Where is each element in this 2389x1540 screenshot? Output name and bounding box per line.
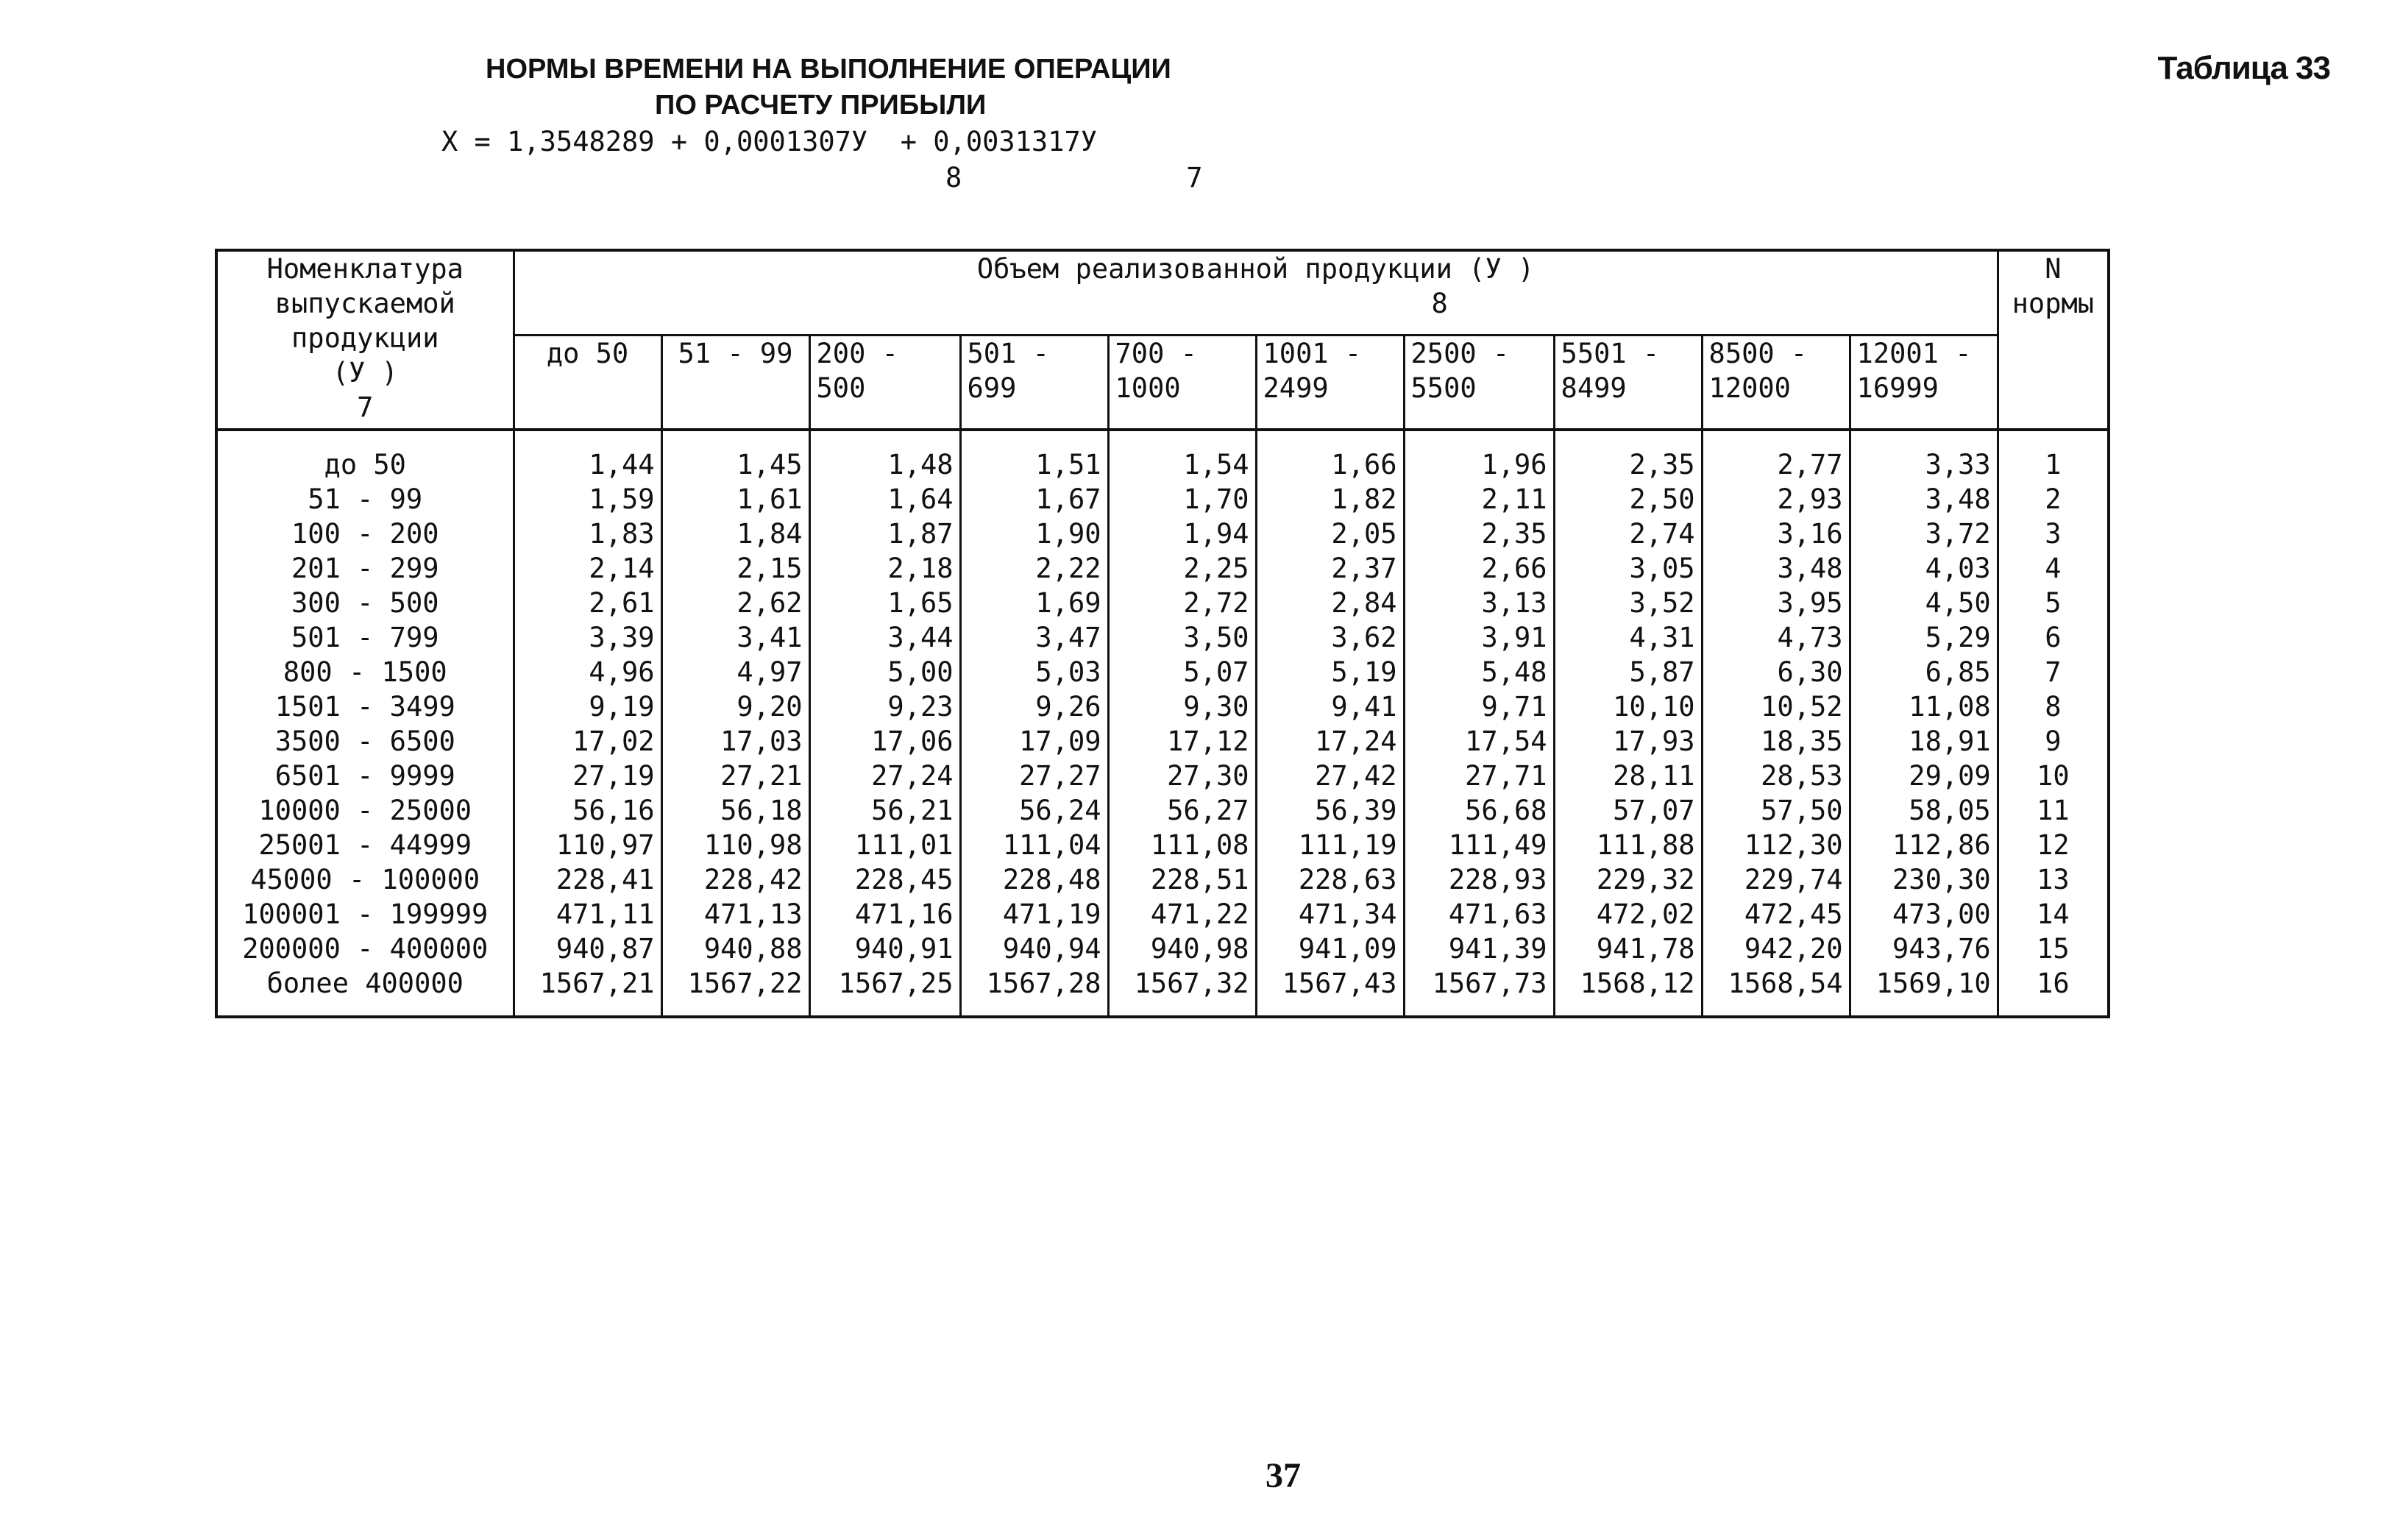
table-cell: 471,63 — [1404, 897, 1554, 932]
range-header-from: 5501 - — [1561, 338, 1660, 369]
table-cell: 9,41 — [1256, 689, 1404, 724]
table-cell: 228,51 — [1108, 862, 1256, 897]
table-cell: 56,21 — [809, 793, 960, 828]
table-cell: 9,19 — [514, 689, 661, 724]
table-cell: 110,97 — [514, 828, 661, 862]
table-cell: 1,44 — [514, 430, 661, 482]
row-label: до 50 — [216, 430, 514, 482]
norm-number: 1 — [1998, 430, 2109, 482]
table-cell: 28,11 — [1554, 759, 1702, 793]
table-cell: 111,08 — [1108, 828, 1256, 862]
table-cell: 56,27 — [1108, 793, 1256, 828]
table-cell: 3,48 — [1702, 551, 1850, 586]
table-cell: 228,42 — [661, 862, 809, 897]
table-cell: 4,73 — [1702, 620, 1850, 655]
table-cell: 1,48 — [809, 430, 960, 482]
table-cell: 229,74 — [1702, 862, 1850, 897]
table-cell: 2,11 — [1404, 482, 1554, 517]
table-cell: 10,52 — [1702, 689, 1850, 724]
table-cell: 1,61 — [661, 482, 809, 517]
table-cell: 230,30 — [1850, 862, 1998, 897]
table-cell: 228,45 — [809, 862, 960, 897]
table-cell: 2,35 — [1554, 430, 1702, 482]
table-cell: 9,23 — [809, 689, 960, 724]
table-cell: 2,18 — [809, 551, 960, 586]
table-cell: 1,51 — [960, 430, 1108, 482]
table-cell: 941,09 — [1256, 932, 1404, 966]
table-cell: 3,39 — [514, 620, 661, 655]
table-cell: 56,68 — [1404, 793, 1554, 828]
row-label: 10000 - 25000 — [216, 793, 514, 828]
table-row — [216, 620, 2109, 655]
table-row — [216, 689, 2109, 724]
table-cell: 3,50 — [1108, 620, 1256, 655]
table-cell: 2,14 — [514, 551, 661, 586]
nomenclature-header — [216, 250, 514, 430]
table-cell: 2,61 — [514, 586, 661, 620]
row-label: 800 - 1500 — [216, 655, 514, 689]
norm-number-header — [1998, 250, 2109, 430]
table-cell: 4,97 — [661, 655, 809, 689]
range-header-from: 200 - — [816, 338, 898, 369]
table-cell: 28,53 — [1702, 759, 1850, 793]
table-cell: 1,70 — [1108, 482, 1256, 517]
table-cell: 56,16 — [514, 793, 661, 828]
table-cell: 2,50 — [1554, 482, 1702, 517]
document-heading — [412, 52, 1280, 196]
table-row — [216, 586, 2109, 620]
table-cell: 1567,73 — [1404, 966, 1554, 1017]
table-cell: 1,54 — [1108, 430, 1256, 482]
table-cell: 1567,25 — [809, 966, 960, 1017]
table-cell: 943,76 — [1850, 932, 1998, 966]
table-cell: 57,50 — [1702, 793, 1850, 828]
table-cell: 27,30 — [1108, 759, 1256, 793]
table-cell: 2,05 — [1256, 517, 1404, 551]
range-header-from: 700 - — [1115, 338, 1197, 369]
table-cell: 29,09 — [1850, 759, 1998, 793]
table-cell: 1567,28 — [960, 966, 1108, 1017]
table-cell: 1,82 — [1256, 482, 1404, 517]
range-header — [1256, 336, 1404, 430]
table-cell: 3,05 — [1554, 551, 1702, 586]
table-cell: 5,00 — [809, 655, 960, 689]
table-cell: 1568,12 — [1554, 966, 1702, 1017]
table-cell: 27,21 — [661, 759, 809, 793]
norm-number: 5 — [1998, 586, 2109, 620]
table-cell: 17,06 — [809, 724, 960, 759]
table-cell: 3,72 — [1850, 517, 1998, 551]
range-header-to: 2499 — [1263, 372, 1329, 404]
table-cell: 1,83 — [514, 517, 661, 551]
norm-number: 6 — [1998, 620, 2109, 655]
table-row — [216, 759, 2109, 793]
table-cell: 5,29 — [1850, 620, 1998, 655]
row-label: более 400000 — [216, 966, 514, 1017]
row-label: 51 - 99 — [216, 482, 514, 517]
range-header-from: 12001 - — [1856, 338, 1972, 369]
table-cell: 3,44 — [809, 620, 960, 655]
table-cell: 18,35 — [1702, 724, 1850, 759]
table-cell: 111,88 — [1554, 828, 1702, 862]
norm-number: 11 — [1998, 793, 2109, 828]
norm-number: 14 — [1998, 897, 2109, 932]
table-cell: 3,47 — [960, 620, 1108, 655]
table-row — [216, 793, 2109, 828]
norm-number: 13 — [1998, 862, 2109, 897]
norm-number: 4 — [1998, 551, 2109, 586]
table-cell: 942,20 — [1702, 932, 1850, 966]
volume-header-subscript: 8 — [1431, 288, 1448, 319]
table-cell: 18,91 — [1850, 724, 1998, 759]
table-cell: 111,01 — [809, 828, 960, 862]
table-cell: 1567,21 — [514, 966, 661, 1017]
table-cell: 3,33 — [1850, 430, 1998, 482]
table-label: Таблица 33 — [2157, 50, 2330, 86]
table-cell: 471,13 — [661, 897, 809, 932]
table-row — [216, 430, 2109, 482]
range-header-to: 12000 — [1708, 372, 1791, 404]
table-cell: 228,93 — [1404, 862, 1554, 897]
range-header-from: 1001 - — [1263, 338, 1362, 369]
table-cell: 940,88 — [661, 932, 809, 966]
table-cell: 2,93 — [1702, 482, 1850, 517]
table-cell: 2,22 — [960, 551, 1108, 586]
table-cell: 27,71 — [1404, 759, 1554, 793]
range-header — [1108, 336, 1256, 430]
table-cell: 940,94 — [960, 932, 1108, 966]
table-cell: 17,93 — [1554, 724, 1702, 759]
table-cell: 56,24 — [960, 793, 1108, 828]
table-cell: 1,84 — [661, 517, 809, 551]
table-cell: 3,48 — [1850, 482, 1998, 517]
norm-number: 3 — [1998, 517, 2109, 551]
table-cell: 471,11 — [514, 897, 661, 932]
table-row — [216, 828, 2109, 862]
norm-number: 7 — [1998, 655, 2109, 689]
formula-subscripts — [412, 160, 1280, 196]
table-cell: 1,45 — [661, 430, 809, 482]
table-cell: 27,19 — [514, 759, 661, 793]
table-cell: 1,90 — [960, 517, 1108, 551]
range-header — [1850, 336, 1998, 430]
table-cell: 111,49 — [1404, 828, 1554, 862]
table-cell: 1567,22 — [661, 966, 809, 1017]
norm-number: 15 — [1998, 932, 2109, 966]
table-cell: 228,63 — [1256, 862, 1404, 897]
norm-number-header-line: N — [2045, 253, 2062, 285]
row-label: 45000 - 100000 — [216, 862, 514, 897]
row-label: 6501 - 9999 — [216, 759, 514, 793]
table-cell: 941,78 — [1554, 932, 1702, 966]
table-cell: 3,13 — [1404, 586, 1554, 620]
table-cell: 27,42 — [1256, 759, 1404, 793]
range-header — [661, 336, 809, 430]
table-cell: 1,96 — [1404, 430, 1554, 482]
table-cell: 471,19 — [960, 897, 1108, 932]
header-row-top — [216, 250, 2109, 336]
table-cell: 940,91 — [809, 932, 960, 966]
table-cell: 3,62 — [1256, 620, 1404, 655]
nomenclature-header-line: Номенклатура — [266, 253, 464, 285]
norm-number-header-line: нормы — [2012, 288, 2095, 319]
table-cell: 1,87 — [809, 517, 960, 551]
table-cell: 4,96 — [514, 655, 661, 689]
table-cell: 473,00 — [1850, 897, 1998, 932]
range-header — [1702, 336, 1850, 430]
range-header — [809, 336, 960, 430]
table-cell: 11,08 — [1850, 689, 1998, 724]
table-cell: 2,77 — [1702, 430, 1850, 482]
table-cell: 1,65 — [809, 586, 960, 620]
table-cell: 3,41 — [661, 620, 809, 655]
table-cell: 9,71 — [1404, 689, 1554, 724]
table-cell: 17,02 — [514, 724, 661, 759]
table-cell: 471,22 — [1108, 897, 1256, 932]
row-label: 300 - 500 — [216, 586, 514, 620]
table-cell: 2,72 — [1108, 586, 1256, 620]
heading-line-1: НОРМЫ ВРЕМЕНИ НА ВЫПОЛНЕНИЕ ОПЕРАЦИИ — [486, 54, 1171, 85]
table-row — [216, 724, 2109, 759]
range-header-to: 500 — [816, 372, 866, 404]
table-cell: 1568,54 — [1702, 966, 1850, 1017]
table-cell: 4,31 — [1554, 620, 1702, 655]
range-header-to: 16999 — [1856, 372, 1939, 404]
row-label: 201 - 299 — [216, 551, 514, 586]
table-cell: 57,07 — [1554, 793, 1702, 828]
table-row — [216, 897, 2109, 932]
table-cell: 1567,43 — [1256, 966, 1404, 1017]
table-cell: 2,66 — [1404, 551, 1554, 586]
table-cell: 111,04 — [960, 828, 1108, 862]
table-cell: 472,45 — [1702, 897, 1850, 932]
table-cell: 6,30 — [1702, 655, 1850, 689]
table-cell: 17,12 — [1108, 724, 1256, 759]
table-cell: 5,87 — [1554, 655, 1702, 689]
table-cell: 56,39 — [1256, 793, 1404, 828]
table-cell: 1567,32 — [1108, 966, 1256, 1017]
table-cell: 2,74 — [1554, 517, 1702, 551]
table-cell: 9,20 — [661, 689, 809, 724]
norm-number: 16 — [1998, 966, 2109, 1017]
table-cell: 3,95 — [1702, 586, 1850, 620]
table-cell: 9,30 — [1108, 689, 1256, 724]
table-cell: 2,84 — [1256, 586, 1404, 620]
table-cell: 5,03 — [960, 655, 1108, 689]
table-row — [216, 655, 2109, 689]
range-header — [1404, 336, 1554, 430]
range-header — [1554, 336, 1702, 430]
formula: X = 1,3548289 + 0,0001307У + 0,0031317У — [441, 126, 1098, 157]
table-cell: 17,54 — [1404, 724, 1554, 759]
heading-line-2: ПО РАСЧЕТУ ПРИБЫЛИ — [655, 90, 987, 121]
table-cell: 471,16 — [809, 897, 960, 932]
table-cell: 17,09 — [960, 724, 1108, 759]
table-cell: 112,86 — [1850, 828, 1998, 862]
range-header — [514, 336, 661, 430]
range-header-from: до 50 — [546, 338, 629, 369]
formula-subscript-8: 8 — [945, 162, 962, 194]
table-cell: 4,50 — [1850, 586, 1998, 620]
table-cell: 2,25 — [1108, 551, 1256, 586]
formula-subscript-7: 7 — [1186, 162, 1203, 194]
norm-number: 9 — [1998, 724, 2109, 759]
table-body — [216, 430, 2109, 1017]
table-row — [216, 966, 2109, 1017]
table-cell: 471,34 — [1256, 897, 1404, 932]
table-cell: 5,07 — [1108, 655, 1256, 689]
table-cell: 1569,10 — [1850, 966, 1998, 1017]
table-cell: 58,05 — [1850, 793, 1998, 828]
table-cell: 229,32 — [1554, 862, 1702, 897]
range-header-to: 1000 — [1115, 372, 1181, 404]
table-cell: 56,18 — [661, 793, 809, 828]
table-cell: 5,19 — [1256, 655, 1404, 689]
range-header-to: 699 — [967, 372, 1017, 404]
table-row — [216, 551, 2109, 586]
table-cell: 228,48 — [960, 862, 1108, 897]
table-cell: 5,48 — [1404, 655, 1554, 689]
page-number: 37 — [1266, 1456, 1301, 1495]
range-header-to: 8499 — [1561, 372, 1627, 404]
row-label: 1501 - 3499 — [216, 689, 514, 724]
table-cell: 3,91 — [1404, 620, 1554, 655]
table-row — [216, 862, 2109, 897]
norm-number: 8 — [1998, 689, 2109, 724]
range-header-from: 2500 - — [1410, 338, 1510, 369]
table-cell: 2,35 — [1404, 517, 1554, 551]
table-cell: 27,24 — [809, 759, 960, 793]
range-header-to: 5500 — [1410, 372, 1477, 404]
table-cell: 1,69 — [960, 586, 1108, 620]
table-cell: 27,27 — [960, 759, 1108, 793]
table-cell: 2,37 — [1256, 551, 1404, 586]
norm-number: 12 — [1998, 828, 2109, 862]
row-label: 100001 - 199999 — [216, 897, 514, 932]
range-header-from: 501 - — [967, 338, 1049, 369]
table-cell: 17,24 — [1256, 724, 1404, 759]
table-cell: 4,03 — [1850, 551, 1998, 586]
range-header-from: 51 - 99 — [678, 338, 793, 369]
table-cell: 2,15 — [661, 551, 809, 586]
table-cell: 111,19 — [1256, 828, 1404, 862]
volume-header-line: Объем реализованной продукции (У ) — [976, 253, 1535, 285]
table-cell: 1,64 — [809, 482, 960, 517]
table-cell: 940,87 — [514, 932, 661, 966]
row-label: 25001 - 44999 — [216, 828, 514, 862]
nomenclature-header-line: выпускаемой — [274, 288, 455, 319]
table-cell: 941,39 — [1404, 932, 1554, 966]
table-cell: 2,62 — [661, 586, 809, 620]
row-label: 501 - 799 — [216, 620, 514, 655]
table-cell: 9,26 — [960, 689, 1108, 724]
row-label: 3500 - 6500 — [216, 724, 514, 759]
nomenclature-header-subscript: 7 — [357, 391, 374, 423]
table-cell: 940,98 — [1108, 932, 1256, 966]
table-row — [216, 517, 2109, 551]
row-label: 100 - 200 — [216, 517, 514, 551]
norm-number: 2 — [1998, 482, 2109, 517]
table-cell: 3,16 — [1702, 517, 1850, 551]
table-cell: 110,98 — [661, 828, 809, 862]
table-cell: 3,52 — [1554, 586, 1702, 620]
table-cell: 472,02 — [1554, 897, 1702, 932]
nomenclature-header-line: (У ) — [332, 357, 398, 388]
table-row — [216, 932, 2109, 966]
table-cell: 1,59 — [514, 482, 661, 517]
table-cell: 10,10 — [1554, 689, 1702, 724]
range-header — [960, 336, 1108, 430]
table-cell: 1,66 — [1256, 430, 1404, 482]
table-cell: 112,30 — [1702, 828, 1850, 862]
table-cell: 17,03 — [661, 724, 809, 759]
table-cell: 228,41 — [514, 862, 661, 897]
nomenclature-header-line: продукции — [291, 322, 439, 354]
table-row — [216, 482, 2109, 517]
volume-header — [514, 250, 1998, 336]
table-cell: 1,67 — [960, 482, 1108, 517]
range-header-from: 8500 - — [1708, 338, 1808, 369]
table-cell: 1,94 — [1108, 517, 1256, 551]
table-cell: 6,85 — [1850, 655, 1998, 689]
norm-number: 10 — [1998, 759, 2109, 793]
row-label: 200000 - 400000 — [216, 932, 514, 966]
norms-table — [215, 249, 2110, 1018]
